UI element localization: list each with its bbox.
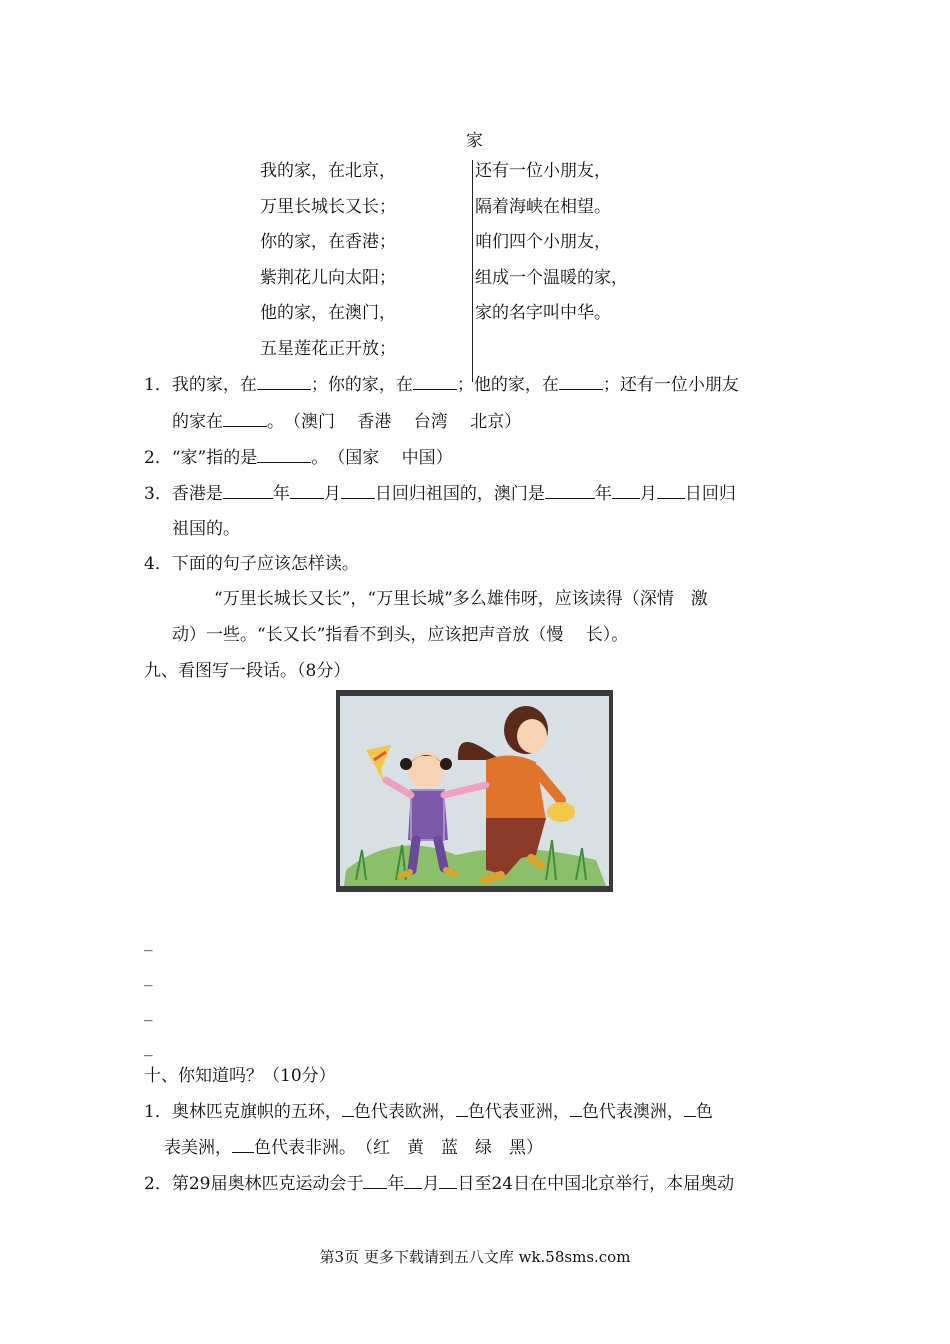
poem-divider: [472, 160, 473, 382]
illustration-mother-and-child: [336, 690, 613, 892]
question-3-line-1: [144, 482, 736, 505]
writing-line[interactable]: _: [144, 1002, 153, 1022]
s10-q1-text-g: 色代表非洲。 （红 黄 蓝 绿 黑）: [254, 1138, 543, 1158]
answer-blank[interactable]: [223, 482, 273, 499]
s10-q1-text-e: 色: [695, 1102, 713, 1122]
s10-q1-text-d: 色代表澳洲，: [581, 1102, 684, 1122]
poem-line: 你的家，在香港；: [260, 232, 396, 252]
s10-q1-text-a: 1．奥林匹克旗帜的五环，: [144, 1102, 342, 1122]
poem-line: 五星莲花正开放；: [260, 338, 396, 359]
writing-line[interactable]: _: [144, 932, 153, 952]
answer-blank[interactable]: [341, 482, 375, 499]
section-10-title: 十、你知道吗？（10分）: [144, 1066, 336, 1086]
q1-text-b: ；你的家，在: [310, 375, 413, 395]
q1-text-d: ；还有一位小朋友: [602, 375, 739, 395]
poem-line: 他的家，在澳门，: [260, 303, 396, 323]
poem-line: 我的家，在北京，: [260, 161, 396, 181]
question-4-title: 4．下面的句子应该怎样读。: [144, 554, 359, 574]
answer-blank[interactable]: [684, 1100, 696, 1117]
question-3-line-2: 祖国的。: [172, 519, 240, 539]
s10-q2-text-a: 2．第29届奥林匹克运动会于: [144, 1174, 364, 1194]
q3-text-a: 3．香港是: [144, 484, 223, 504]
s10-q2-text-d: 日至24日在中国北京举行，本届奥动: [457, 1174, 735, 1194]
q3-text-b: 年: [272, 484, 290, 504]
poem-line: 隔着海峡在相望。: [475, 196, 611, 217]
poem-line: 组成一个温暖的家，: [475, 267, 628, 288]
s10-q2-text-c: 月: [422, 1174, 440, 1194]
q2-text-a: 2．“家”指的是: [144, 448, 258, 468]
poem-line: 家的名字叫中华。: [475, 303, 611, 323]
answer-blank[interactable]: [363, 1172, 387, 1189]
q3-text-d: 日回归祖国的，澳门是: [374, 484, 545, 504]
poem-line: 紫荆花儿向太阳；: [260, 267, 396, 288]
answer-blank[interactable]: [545, 482, 595, 499]
q2-text-b: 。 （国家 中国）: [311, 448, 453, 468]
page-footer: 第3页 更多下载请到五八文库 wk.58sms.com: [319, 1248, 631, 1266]
answer-blank[interactable]: [404, 1172, 422, 1189]
answer-blank[interactable]: [342, 1100, 354, 1117]
section-10-question-1-line-2: [164, 1136, 543, 1159]
poem-left-column: [260, 160, 396, 373]
question-1-line-1: [144, 373, 739, 396]
answer-blank[interactable]: [223, 410, 267, 427]
s10-q1-text-c: 色代表亚洲，: [467, 1102, 570, 1122]
writing-line[interactable]: _: [144, 1037, 153, 1057]
question-4-line-2: 动）一些。“长又长”指看不到头，应该把声音放（慢 长）。: [172, 625, 629, 645]
answer-blank[interactable]: [456, 1100, 468, 1117]
section-10-question-1-line-1: [144, 1100, 713, 1123]
q1-text-a: 1．我的家，在: [144, 375, 257, 395]
answer-blank[interactable]: [257, 446, 311, 463]
answer-blank[interactable]: [612, 482, 640, 499]
poem-title: 家: [466, 131, 483, 151]
answer-blank[interactable]: [439, 1172, 457, 1189]
poem-line: 万里长城长又长；: [260, 196, 396, 217]
q1-text-c: ；他的家，在: [456, 375, 559, 395]
question-2: [144, 446, 453, 469]
s10-q1-text-b: 色代表欧洲，: [353, 1102, 456, 1122]
writing-line[interactable]: _: [144, 967, 153, 987]
section-9-title: 九、看图写一段话。（8分）: [144, 661, 351, 681]
answer-blank[interactable]: [657, 482, 685, 499]
answer-blank[interactable]: [257, 373, 311, 390]
answer-blank[interactable]: [413, 373, 457, 390]
answer-blank[interactable]: [290, 482, 324, 499]
question-4-line-1: “万里长城长又长”，“万里长城”多么雄伟呀，应该读得（深情 激: [214, 589, 708, 609]
poem-line: 还有一位小朋友，: [475, 161, 611, 181]
answer-blank[interactable]: [232, 1136, 254, 1153]
q3-text-f: 月: [639, 484, 657, 504]
poem-line: 咱们四个小朋友，: [475, 232, 611, 252]
question-1-line-2: [172, 410, 521, 433]
answer-blank[interactable]: [559, 373, 603, 390]
q1-text-e: 的家在: [172, 412, 223, 432]
q1-text-f: 。 （澳门 香港 台湾 北京）: [267, 412, 522, 432]
q3-text-e: 年: [594, 484, 612, 504]
section-10-question-2: [144, 1172, 734, 1195]
s10-q1-text-f: 表美洲，: [164, 1138, 232, 1158]
q3-text-c: 月: [323, 484, 341, 504]
q3-text-g: 日回归: [684, 484, 736, 504]
s10-q2-text-b: 年: [387, 1174, 405, 1194]
answer-blank[interactable]: [570, 1100, 582, 1117]
poem-right-column: [475, 160, 628, 338]
